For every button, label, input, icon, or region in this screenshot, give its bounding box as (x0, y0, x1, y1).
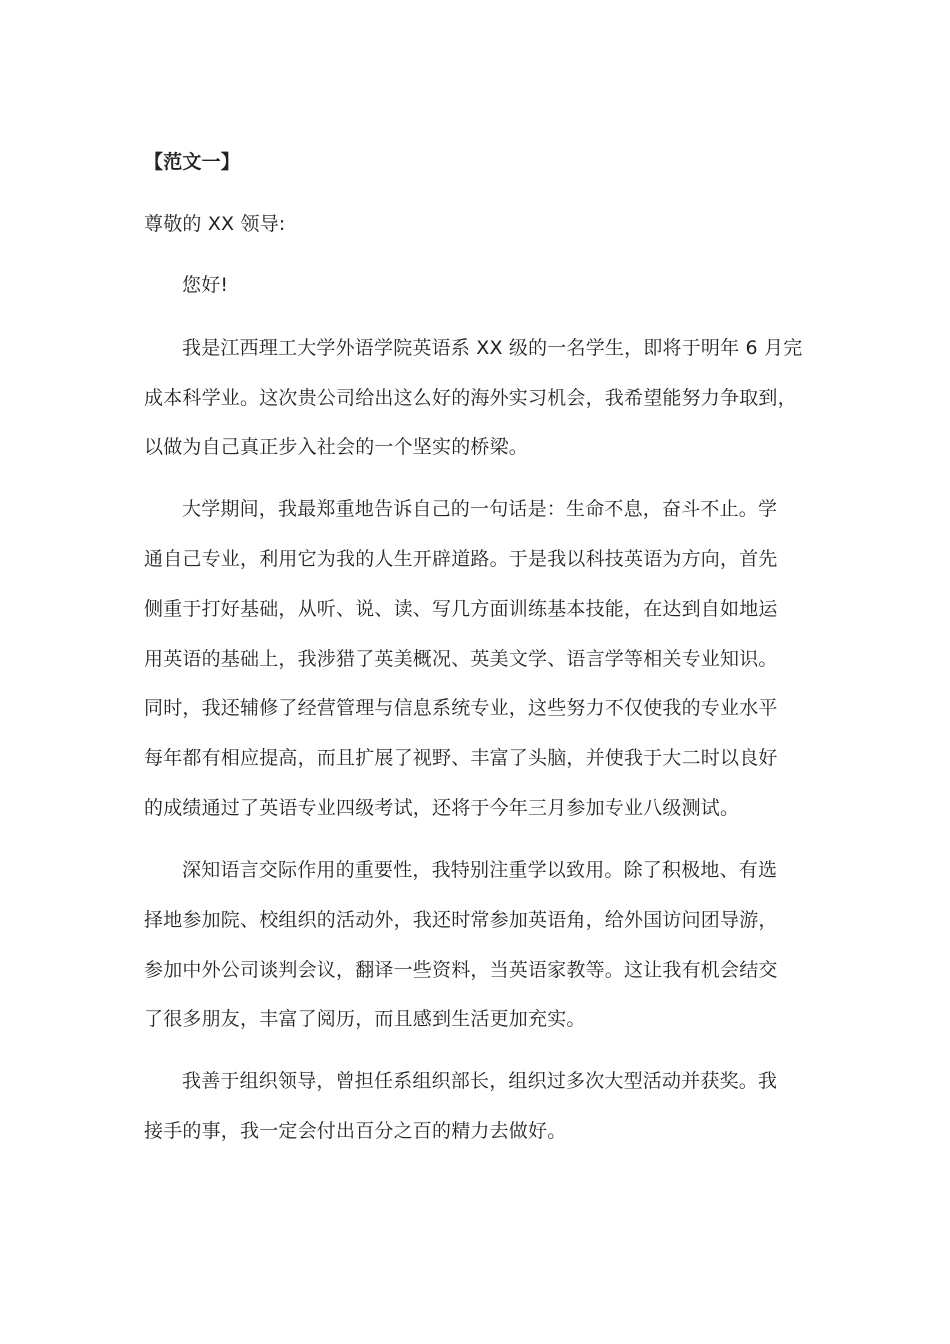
paragraph-4-line-2: 接手的事，我一定会付出百分之百的精力去做好。 (144, 1120, 567, 1142)
paragraph-1-line-2: 成本科学业。这次贵公司给出这么好的海外实习机会，我希望能努力争取到， (144, 387, 797, 409)
paragraph-2-line-6: 每年都有相应提高，而且扩展了视野、丰富了头脑，并使我于大二时以良好 (144, 747, 778, 769)
paragraph-3-line-2: 择地参加院、校组织的活动外，我还时常参加英语角，给外国访问团导游， (144, 909, 778, 931)
paragraph-3-line-3: 参加中外公司谈判会议，翻译一些资料，当英语家教等。这让我有机会结交 (144, 959, 778, 981)
paragraph-2-line-2: 通自己专业，利用它为我的人生开辟道路。于是我以科技英语为方向，首先 (144, 548, 778, 570)
paragraph-3-line-4: 了很多朋友，丰富了阅历，而且感到生活更加充实。 (144, 1008, 586, 1030)
paragraph-2-line-7: 的成绩通过了英语专业四级考试，还将于今年三月参加专业八级测试。 (144, 797, 740, 819)
paragraph-2-line-3: 侧重于打好基础，从听、说、读、写几方面训练基本技能，在达到自如地运 (144, 598, 778, 620)
document-heading: 【范文一】 (144, 151, 241, 173)
paragraph-4-line-1: 我善于组织领导，曾担任系组织部长，组织过多次大型活动并获奖。我 (182, 1070, 778, 1092)
paragraph-2-line-1: 大学期间，我最郑重地告诉自己的一句话是：生命不息，奋斗不止。学 (182, 498, 778, 520)
paragraph-2-line-4: 用英语的基础上，我涉猎了英美概况、英美文学、语言学等相关专业知识。 (144, 648, 778, 670)
paragraph-1-line-1: 我是江西理工大学外语学院英语系 XX 级的一名学生，即将于明年 6 月完 (182, 337, 803, 359)
paragraph-2-line-5: 同时，我还辅修了经营管理与信息系统专业，这些努力不仅使我的专业水平 (144, 697, 778, 719)
salutation: 尊敬的 XX 领导: (144, 213, 286, 235)
greeting: 您好! (182, 274, 229, 296)
paragraph-1-line-3: 以做为自己真正步入社会的一个坚实的桥梁。 (144, 436, 529, 458)
paragraph-3-line-1: 深知语言交际作用的重要性，我特别注重学以致用。除了积极地、有选 (182, 859, 778, 881)
